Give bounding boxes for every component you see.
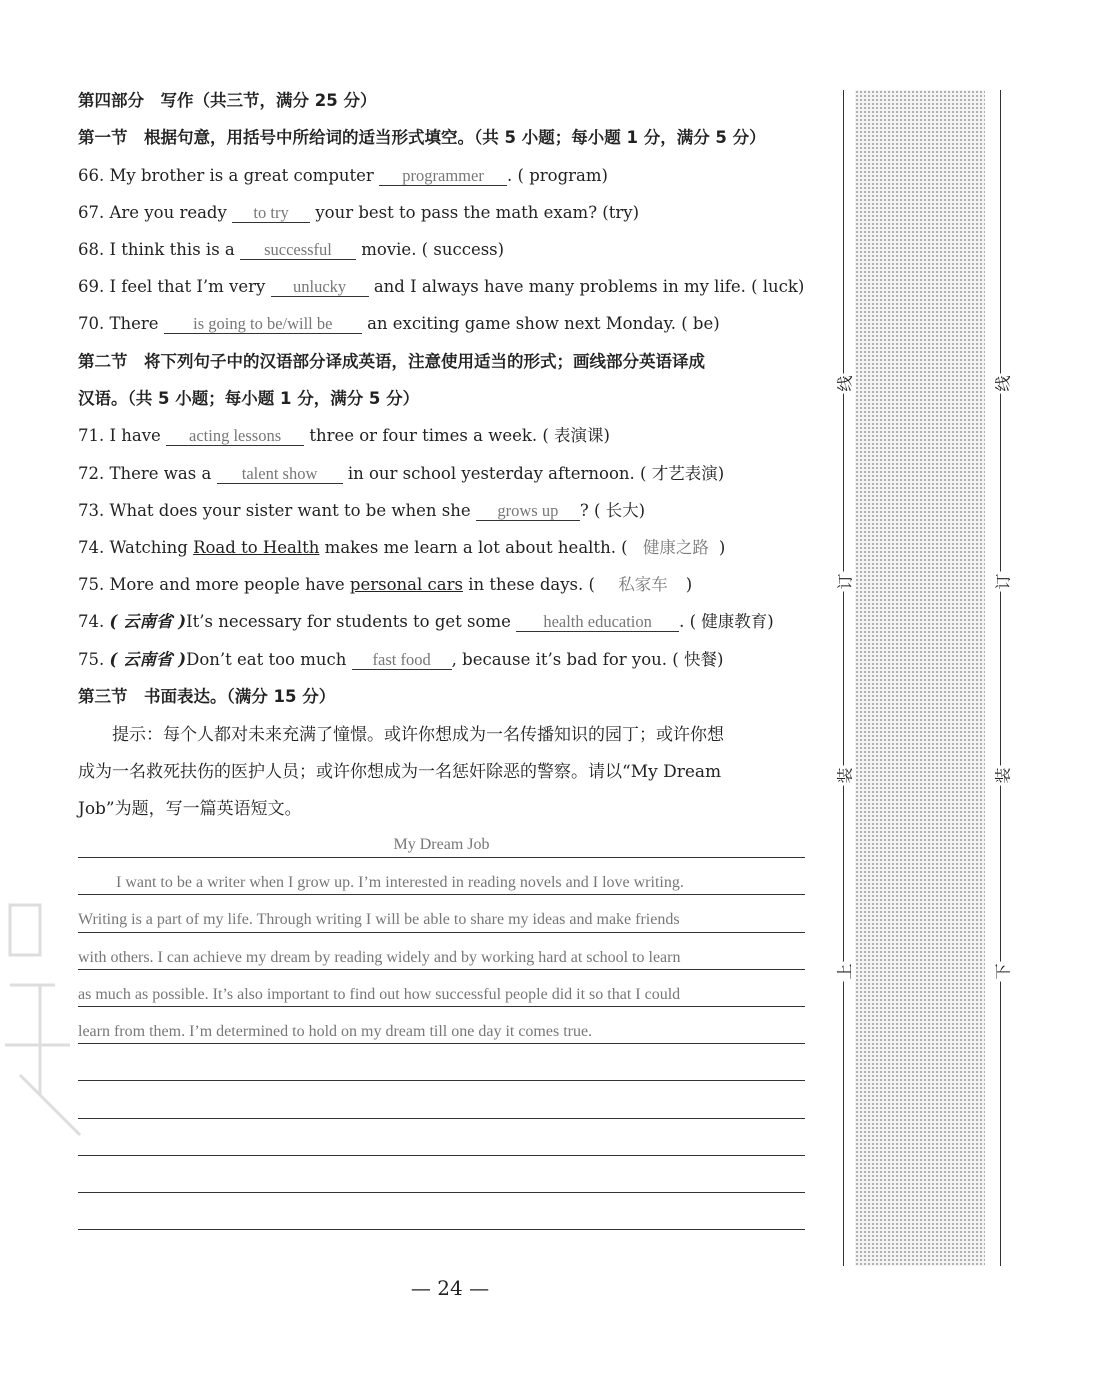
binding-mark: 装 bbox=[991, 765, 1014, 785]
essay-title: My Dream Job bbox=[393, 836, 490, 853]
essay-line: Writing is a part of my life. Through writing I will be able to share my ideas and make friends bbox=[78, 911, 680, 928]
binding-line-right bbox=[1000, 90, 1001, 1266]
answer-blank: programmer bbox=[379, 167, 507, 186]
page-number: — 24 — bbox=[410, 1276, 490, 1300]
writing-rule bbox=[78, 857, 805, 858]
question-72: 72. There was a talent show in our school yesterday afternoon. ( 才艺表演) bbox=[78, 464, 725, 483]
binding-mark: 线 bbox=[991, 373, 1014, 393]
binding-mark: 下 bbox=[991, 961, 1014, 981]
binding-mark: 线 bbox=[833, 373, 856, 393]
answer-blank: health education bbox=[516, 613, 679, 632]
question-73: 73. What does your sister want to be when she grows up ? ( 长大) bbox=[78, 501, 646, 520]
section-title: 第四部分 写作（共三节，满分 25 分） bbox=[78, 91, 377, 110]
part1-title: 第一节 根据句意，用括号中所给词的适当形式填空。（共 5 小题；每小题 1 分，满分 5 分） bbox=[78, 128, 766, 147]
binding-strip bbox=[855, 90, 985, 1266]
part2-title-line2: 汉语。（共 5 小题；每小题 1 分，满分 5 分） bbox=[78, 389, 420, 408]
answer-blank: unlucky bbox=[271, 278, 369, 297]
question-68: 68. I think this is a successful movie. ( success) bbox=[78, 240, 505, 259]
writing-rule bbox=[78, 1155, 805, 1156]
question-74: 74. Watching Road to Health makes me learn a lot about health. ( 健康之路 ) bbox=[78, 538, 726, 557]
writing-rule bbox=[78, 1043, 805, 1044]
hint-line-3: Job”为题，写一篇英语短文。 bbox=[78, 799, 302, 819]
essay-line: as much as possible. It’s also important to find out how successful people did it so that I could bbox=[78, 986, 681, 1003]
writing-rule bbox=[78, 1080, 805, 1081]
question-71: 71. I have acting lessons three or four times a week. ( 表演课) bbox=[78, 426, 610, 445]
question-66: 66. My brother is a great computer programmer . ( program) bbox=[78, 166, 608, 185]
writing-rule bbox=[78, 969, 805, 970]
binding-mark: 订 bbox=[833, 571, 856, 591]
question-74-yunnan: 74. ( 云南省 )It’s necessary for students to get some health education . ( 健康教育) bbox=[78, 612, 774, 631]
writing-rule bbox=[78, 1006, 805, 1007]
writing-rule bbox=[78, 894, 805, 895]
watermark-graphic bbox=[0, 895, 100, 1145]
answer-blank: to try bbox=[232, 204, 310, 223]
question-70: 70. There is going to be/will be an exciting game show next Monday. ( be) bbox=[78, 314, 720, 333]
answer-text: 健康之路 bbox=[642, 538, 709, 557]
writing-rule bbox=[78, 1192, 805, 1193]
question-75-yunnan: 75. ( 云南省 )Don’t eat too much fast food , because it’s bad for you. ( 快餐) bbox=[78, 650, 724, 669]
writing-rule bbox=[78, 1229, 805, 1230]
answer-blank: grows up bbox=[476, 502, 580, 521]
answer-blank: is going to be/will be bbox=[164, 315, 362, 334]
question-67: 67. Are you ready to try your best to pass the math exam? (try) bbox=[78, 203, 640, 222]
hint-line-1: 提示：每个人都对未来充满了憧憬。或许你想成为一名传播知识的园丁；或许你想 bbox=[112, 725, 724, 745]
essay-line: learn from them. I’m determined to hold on my dream till one day it comes true. bbox=[78, 1023, 593, 1040]
question-69: 69. I feel that I’m very unlucky and I always have many problems in my life. ( luck) bbox=[78, 277, 805, 296]
writing-rule bbox=[78, 1118, 805, 1119]
binding-mark: 订 bbox=[991, 571, 1014, 591]
question-75: 75. More and more people have personal cars in these days. ( 私家车 ) bbox=[78, 575, 693, 594]
binding-mark: 上 bbox=[833, 961, 856, 981]
part2-title-line1: 第二节 将下列句子中的汉语部分译成英语，注意使用适当的形式；画线部分英语译成 bbox=[78, 352, 705, 371]
answer-blank: talent show bbox=[217, 465, 343, 484]
answer-blank: fast food bbox=[352, 651, 452, 670]
hint-line-2: 成为一名救死扶伤的医护人员；或许你想成为一名惩奸除恶的警察。请以“My Dream bbox=[78, 762, 722, 782]
essay-line: I want to be a writer when I grow up. I’m interested in reading novels and I love writing. bbox=[116, 874, 684, 891]
part3-title: 第三节 书面表达。（满分 15 分） bbox=[78, 687, 336, 706]
writing-rule bbox=[78, 932, 805, 933]
binding-line-left bbox=[843, 90, 844, 1266]
answer-blank: acting lessons bbox=[166, 427, 304, 446]
binding-mark: 装 bbox=[833, 765, 856, 785]
answer-blank: successful bbox=[240, 241, 356, 260]
answer-text: 私家车 bbox=[618, 575, 668, 594]
essay-line: with others. I can achieve my dream by reading widely and by working hard at school to learn bbox=[78, 949, 681, 966]
